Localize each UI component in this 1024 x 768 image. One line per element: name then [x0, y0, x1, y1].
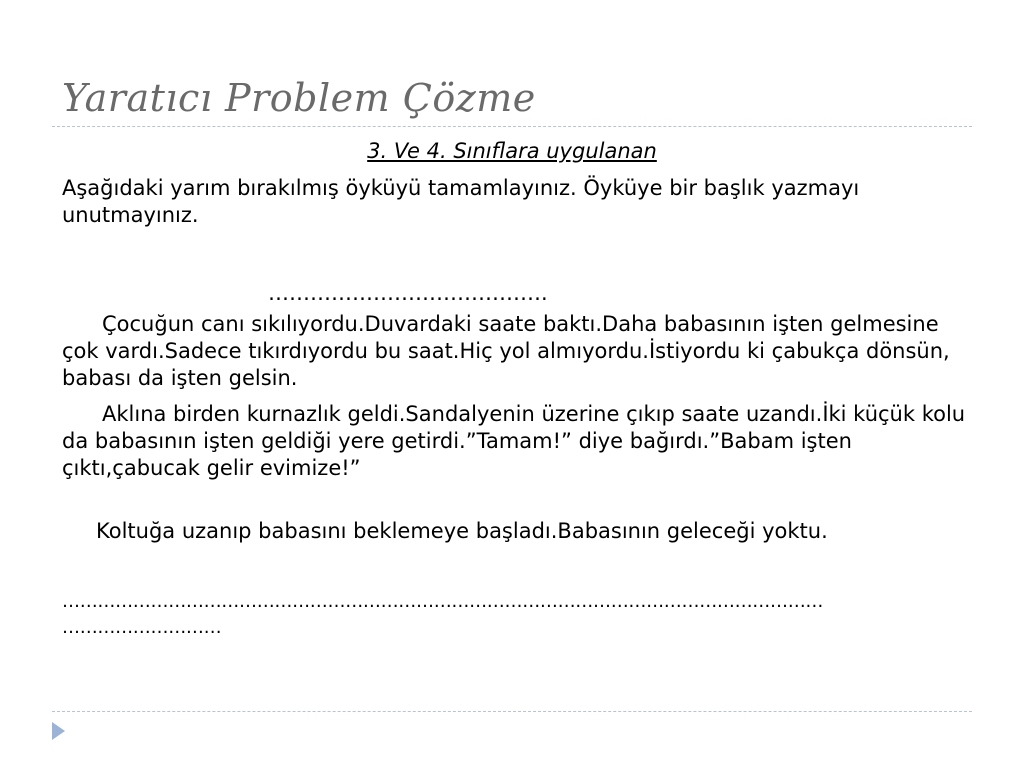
story-paragraph-2: Aklına birden kurnazlık geldi.Sandalyenin üzerine çıkıp saate uzandı.İki küçük kolu da babasının işten geldiği yere getirdi.”Tamam!” diye bağırdı.”Babam işten çıktı,çabucak gelir evimize!”: [62, 402, 966, 480]
title-divider: [52, 126, 972, 127]
continuation-line-2: ………………………: [62, 617, 222, 638]
story-paragraph-1: Çocuğun canı sıkılıyordu.Duvardaki saate baktı.Daha babasının işten gelmesine çok vardı.Sadece tıkırdıyordu bu saat.Hiç yol almıyordu.İstiyordu ki çabukça dönsün, babası da işten gelsin.: [62, 312, 950, 390]
continuation-line-1: …………………………………………………………………………………………………………………: [62, 591, 824, 612]
story-paragraph-3: Koltuğa uzanıp babasını beklemeye başladı.Babasının geleceği yoktu.: [96, 519, 828, 543]
story-title-placeholder: ………………………………….: [268, 281, 548, 305]
slide-subtitle: 3. Ve 4. Sınıflara uygulanan: [367, 139, 657, 163]
instructions-text: Aşağıdaki yarım bırakılmış öyküyü tamamlayınız. Öyküye bir başlık yazmayı unutmayınız.: [62, 176, 860, 227]
triangle-right-icon[interactable]: [52, 722, 65, 740]
slide-title: Yaratıcı Problem Çözme: [62, 76, 536, 120]
footer-divider: [52, 711, 972, 712]
